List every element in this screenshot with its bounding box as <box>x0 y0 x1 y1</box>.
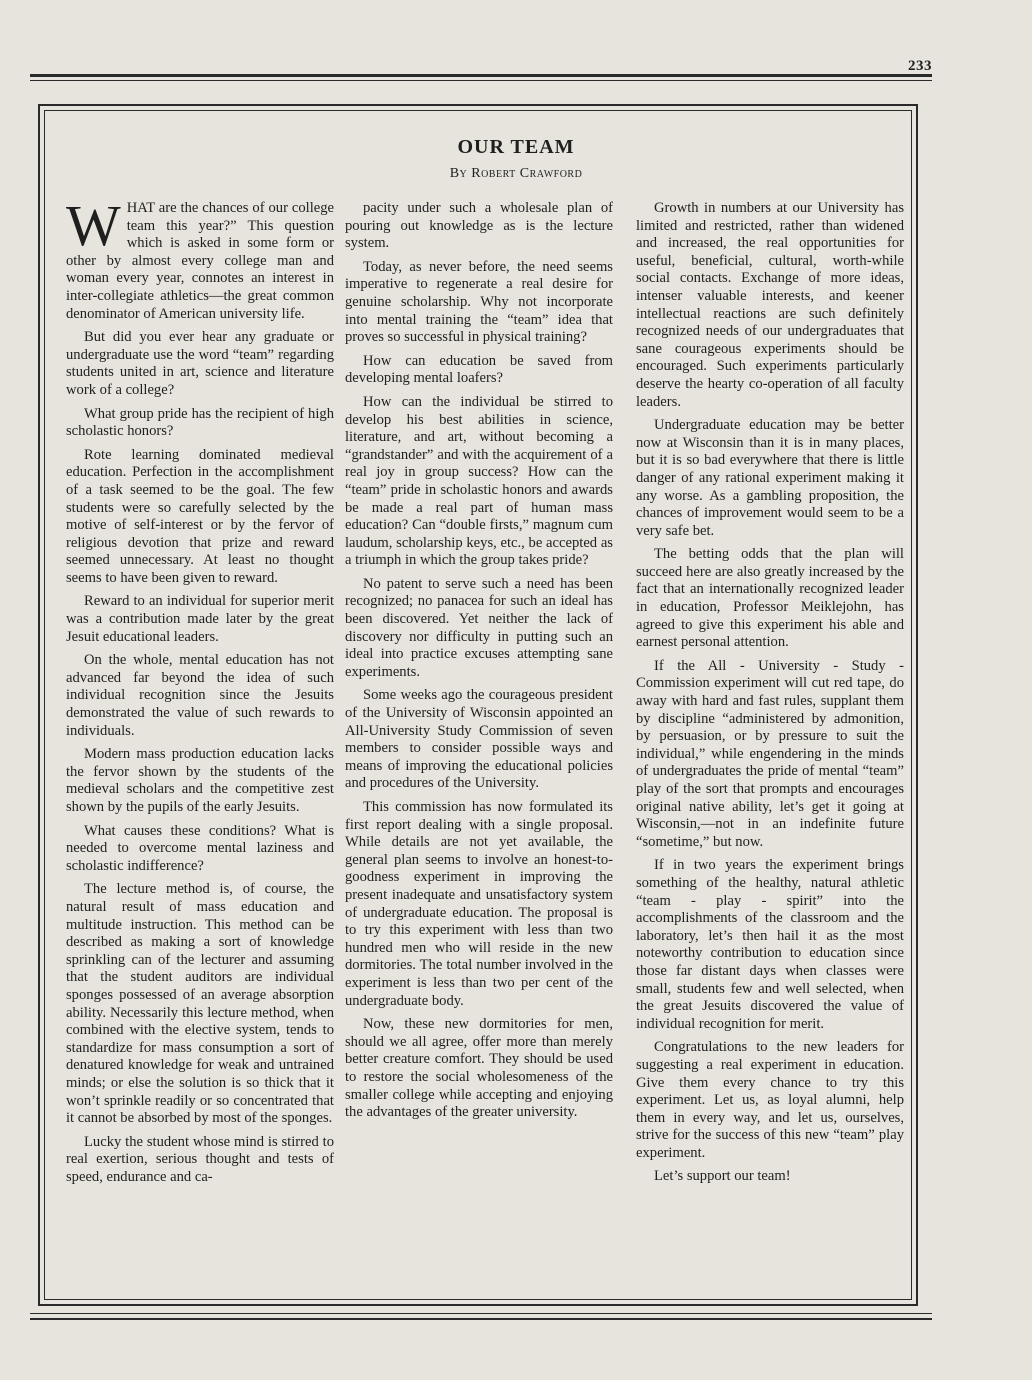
paragraph: Lucky the student whose mind is stirred to real exertion, serious thought and tests of speed, endurance and ca- <box>66 1133 334 1185</box>
paragraph: Congratulations to the new leaders for suggesting a real experiment in education. Give them every chance to try this experiment. Let us, as loyal alumni, help them in every way, and let us, ourselves, strive for the success of this new “team” play experiment. <box>636 1039 904 1161</box>
paragraph <box>66 193 334 323</box>
drop-cap: W <box>66 193 121 258</box>
footer-rule-thin <box>30 1313 932 1314</box>
paragraph: pacity under such a wholesale plan of pouring out knowledge as is the lecture system. <box>345 200 613 252</box>
footer-rule <box>30 1318 932 1320</box>
paragraph: What causes these conditions? What is needed to overcome mental laziness and scholastic indifference? <box>66 822 334 874</box>
column-3 <box>636 200 904 1192</box>
paragraph: The lecture method is, of course, the natural result of mass education and multitude instruction. This method can be described as making a sort of knowledge sprinkling can of the lecturer and assuming that the student auditors are individual sponges possessed of an average absorption ability. Necessarily this lecture method, when combined with the elective system, tends to standardize for mass consumption a sort of denatured knowledge for weak and untrained minds; or else the solution is so thick that it won’t sprinkle readily or so concentrated that it cannot be absorbed by most of the sponges. <box>66 881 334 1127</box>
paragraph: Reward to an individual for superior merit was a contribution made later by the great Jesuit educational leaders. <box>66 593 334 645</box>
column-1 <box>66 193 334 1192</box>
paragraph: If in two years the experiment brings something of the healthy, natural athletic “team - play - spirit” into the accomplishments of the classroom and the laboratory, let’s then hail it as the most noteworthy contribution to education since those far distant days when classes were small, students few and well selected, when the great Jesuits discovered the value of individual recognition for merit. <box>636 857 904 1032</box>
page-number: 233 <box>908 58 932 74</box>
paragraph: Let’s support our team! <box>654 1168 791 1185</box>
paragraph: Undergraduate education may be better now at Wisconsin than it is in many places, but it is so bad everywhere that there is little danger of any rational experiment making it any worse. As a gambling proposition, the chances of improvement would seem to be a very safe bet. <box>636 417 904 539</box>
paragraph: How can education be saved from developing mental loafers? <box>345 352 613 387</box>
header-rule <box>30 74 932 77</box>
article-byline: By Robert Crawford <box>449 166 583 181</box>
paragraph: What group pride has the recipient of high scholastic honors? <box>66 405 334 440</box>
paragraph: How can the individual be stirred to develop his best abilities in science, literature, and art, without becoming a “grandstander” and with the acquirement of a real joy in group success? How can the “team” pride in scholastic honors and awards be made a real part of human mass education? Can “double firsts,” magnum cum laudum, scholarship keys, etc., be accepted as a triumph in which the group takes pride? <box>345 393 613 569</box>
paragraph: Modern mass production education lacks the fervor shown by the students of the medieval scholars and the competitive zest shown by the pupils of the early Jesuits. <box>66 746 334 815</box>
paragraph: If the All - University - Study - Commission experiment will cut red tape, do away with hard and fast rules, supplant them by discipline “administered by admonition, by persuasion, or by pressure to suit the individual,” while engendering in the minds of undergraduates the pride of mental “team” play of the sort that prompts and encourages original native ability, let’s get it going at Wisconsin,—not in an indefinite future “sometime,” but now. <box>636 657 904 850</box>
paragraph: Some weeks ago the courageous president of the University of Wisconsin appointed an All-University Study Commission of seven members to consider possible ways and means of improving the educational policies and procedures of the University. <box>345 687 613 792</box>
paragraph: Growth in numbers at our University has limited and restricted, rather than widened and increased, the real opportunities for useful, beneficial, cultural, worth-while social contacts. Exchange of more ideas, intenser valuable interests, and keener intellectual reactions are such definitely recognized needs of our undergraduates that sane courageous experiments should be encouraged. Such experiments particularly deserve the hearty co-operation of all faculty leaders. <box>636 200 904 410</box>
paragraph: No patent to serve such a need has been recognized; no panacea for such an ideal has been discovered. Yet neither the lack of discovery nor difficulty in putting such an ideal into practice excuses attempting sane experiments. <box>345 575 613 680</box>
header-rule-thin <box>30 80 932 81</box>
article-title: OUR TEAM <box>457 136 575 158</box>
paragraph: On the whole, mental education has not advanced far beyond the idea of such individual recognition since the Jesuits demonstrated the value of such rewards to individuals. <box>66 652 334 739</box>
column-2 <box>345 200 613 1128</box>
paragraph: Now, these new dormitories for men, should we all agree, offer more than merely better creature comfort. They should be used to restore the social wholesomeness of the smaller college while accepting and enjoying the advantages of the greater university. <box>345 1016 613 1121</box>
paragraph: The betting odds that the plan will succeed here are also greatly increased by the fact that an internationally recognized leader in education, Professor Meiklejohn, has agreed to give this experiment his able and earnest personal attention. <box>636 546 904 651</box>
paragraph: Rote learning dominated medieval education. Perfection in the accomplishment of a task seemed to be the goal. The few students were so carefully selected by the motive of self-interest or by the fervor of religious devotion that prize and reward seemed unnecessary. At least no thought seems to have been given to reward. <box>66 446 334 586</box>
paragraph-text: HAT are the chances of our college team this year?” This question which is asked in some form or other by almost every college man and woman every year, connotes an interest in inter-collegiate athletics—the great common denominator of American university life. <box>66 200 334 322</box>
paragraph: Today, as never before, the need seems imperative to regenerate a real desire for genuine scholarship. Why not incorporate into mental training the “team” idea that proves so successful in physical training? <box>345 258 613 346</box>
paragraph: But did you ever hear any graduate or undergraduate use the word “team” regarding students united in art, science and literature work of a college? <box>66 329 334 398</box>
paragraph: This commission has now formulated its first report dealing with a single proposal. While details are not yet available, the general plan seems to involve an honest-to-goodness experiment in improving the present inadequate and unsatisfactory system of undergraduate education. The proposal is to try this experiment with less than two hundred men who will reside in the new dormitories. The total number involved in the experiment is less than two per cent of the undergraduate body. <box>345 799 613 1009</box>
